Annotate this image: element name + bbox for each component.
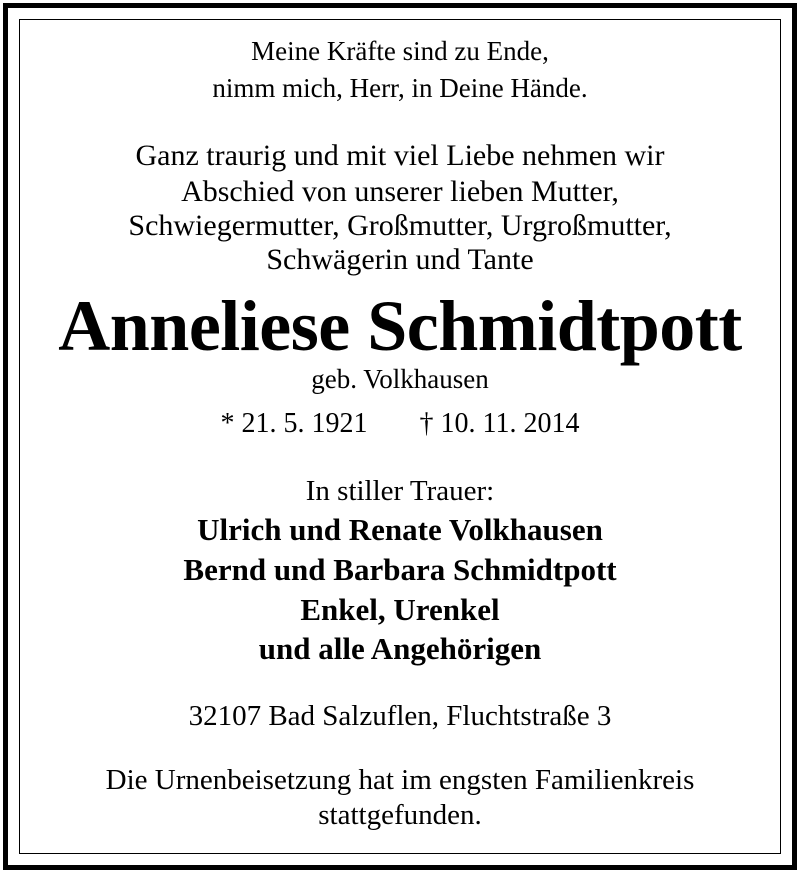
mourning-label: In stiller Trauer: — [305, 475, 495, 507]
mourner-line-1: Ulrich und Renate Volkhausen — [197, 512, 603, 547]
intro-line-1: Ganz traurig und mit viel Liebe nehmen wir — [135, 139, 665, 172]
birth-date: * 21. 5. 1921 — [220, 408, 368, 439]
notice-line-2: stattgefunden. — [318, 799, 482, 831]
intro-line-2: Abschied von unserer lieben Mutter, — [181, 175, 619, 208]
deceased-name: Anneliese Schmidtpott — [58, 286, 742, 366]
mourner-line-4: und alle Angehörigen — [258, 631, 542, 666]
intro-line-3: Schwiegermutter, Großmutter, Urgroßmutter, — [128, 209, 672, 242]
verse-line-2: nimm mich, Herr, in Deine Hände. — [212, 73, 588, 103]
life-dates — [0, 410, 800, 438]
birth-name: geb. Volkhausen — [311, 364, 489, 394]
intro-line-4: Schwägerin und Tante — [266, 243, 534, 276]
notice-line-1: Die Urnenbeisetzung hat im engsten Familienkreis — [105, 764, 695, 796]
address: 32107 Bad Salzuflen, Fluchtstraße 3 — [188, 700, 612, 732]
mourner-line-2: Bernd und Barbara Schmidtpott — [183, 552, 617, 587]
death-date: † 10. 11. 2014 — [419, 408, 580, 439]
verse-line-1: Meine Kräfte sind zu Ende, — [251, 36, 549, 66]
mourner-line-3: Enkel, Urenkel — [300, 592, 500, 627]
